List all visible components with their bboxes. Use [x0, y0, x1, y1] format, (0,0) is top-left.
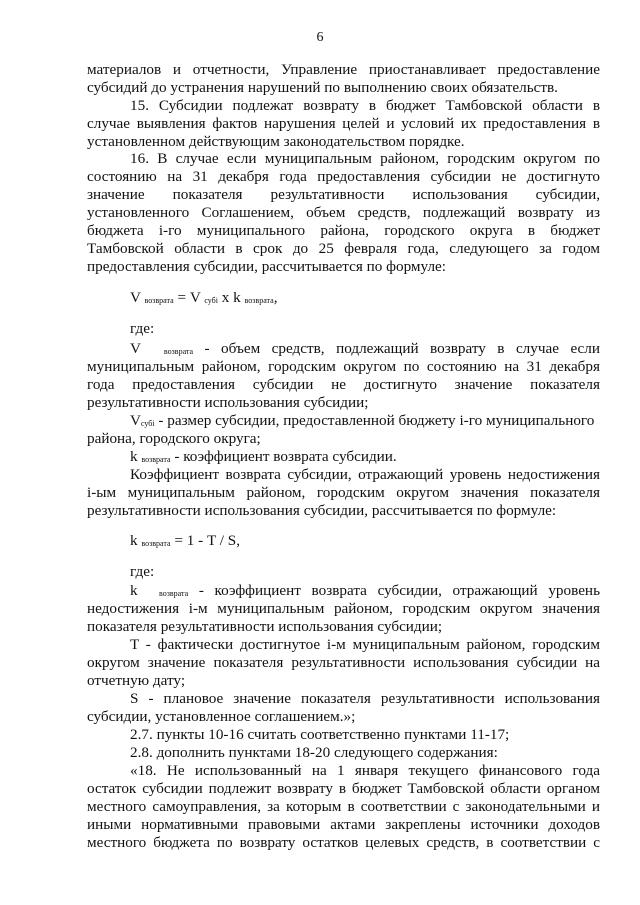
- text-line: значение показателя результативности использования субсидии,: [87, 186, 600, 203]
- text-line: 16. В случае если муниципальным районом, городским округом по: [130, 150, 600, 167]
- text-line: остаток субсидии подлежит возврату в бюджет Тамбовской области органом: [87, 780, 600, 797]
- text-line: субсидии, установленное соглашением.»;: [87, 708, 356, 725]
- text-line: показателя результативности использования субсидии;: [87, 618, 443, 635]
- text-line: «18. Не использованный на 1 января текущего финансового года: [130, 762, 600, 779]
- text-line: субсидий до устранения нарушений по выполнению своих обязательств.: [87, 79, 558, 96]
- text-line: материалов и отчетности, Управление приостанавливает предоставление: [87, 61, 600, 78]
- text-line: иными нормативными правовыми актами закреплены источники доходов: [87, 816, 600, 833]
- text-line: установленном действующим законодательством порядке.: [87, 133, 465, 150]
- definition-k: k возврата - коэффициент возврата субсидии.: [130, 448, 397, 465]
- definition-v: V возврата - объем средств, подлежащий возврату в случае если: [130, 340, 601, 357]
- text-line: отчетную дату;: [87, 672, 186, 689]
- text-line: результативности использования субсидии, рассчитывается по формуле:: [87, 502, 557, 519]
- definition-vsub: Vсубi - размер субсидии, предоставленной бюджету i-го муниципального: [130, 412, 595, 429]
- text-line: округом значение показателя результативности использования субсидии на: [87, 654, 600, 671]
- text-line: T - фактически достигнутое i-м муниципальным районом, городским: [130, 636, 600, 653]
- text-line: местного самоуправления, за которым в соответствии с законодательными и: [87, 798, 600, 815]
- text-line: предоставления субсидии, рассчитывается по формуле:: [87, 258, 447, 275]
- item-2-7: 2.7. пункты 10-16 считать соответственно пунктами 11-17;: [130, 726, 510, 743]
- text-line: S - плановое значение показателя результативности использования: [130, 690, 600, 707]
- text-line: результативности использования субсидии;: [87, 394, 369, 411]
- text-line: бюджета i-го муниципального района, городского округа в бюджет: [87, 222, 600, 239]
- formula-volume: V возврата = V субi x k возврата,: [130, 289, 278, 306]
- where-label: где:: [130, 320, 155, 337]
- text-line: района, городского округа;: [87, 430, 261, 447]
- where-label: где:: [130, 563, 155, 580]
- text-line: i-ым муниципальным районом, городским округом значения показателя: [87, 484, 600, 501]
- page-number: 6: [316, 30, 324, 45]
- text-line: состоянию на 31 декабря года предоставления субсидии не достигнуто: [87, 168, 600, 185]
- definition-k2: k возврата - коэффициент возврата субсидии, отражающий уровень: [130, 582, 600, 599]
- text-line: случае выявления фактов нарушения целей и условий их предоставления в: [87, 115, 600, 132]
- text-line: Тамбовской области в срок до 25 февраля года, следующего за годом: [87, 240, 600, 257]
- text-line: 15. Субсидии подлежат возврату в бюджет Тамбовской области в: [130, 97, 600, 114]
- formula-coefficient: k возврата = 1 - T / S,: [130, 532, 241, 549]
- text-line: местного бюджета по возврату остатков целевых средств, в соответствии с: [87, 834, 600, 851]
- item-2-8: 2.8. дополнить пунктами 18-20 следующего содержания:: [130, 744, 498, 761]
- text-line: установленного Соглашением, объем средств, подлежащий возврату из: [87, 204, 600, 221]
- text-line: муниципальным районом, городским округом по состоянию на 31 декабря: [87, 358, 600, 375]
- text-line: недостижения i-м муниципальным районом, городским округом значения: [87, 600, 600, 617]
- text-line: Коэффициент возврата субсидии, отражающий уровень недостижения: [130, 466, 600, 483]
- text-line: года предоставления субсидии не достигнуто значение показателя: [87, 376, 600, 393]
